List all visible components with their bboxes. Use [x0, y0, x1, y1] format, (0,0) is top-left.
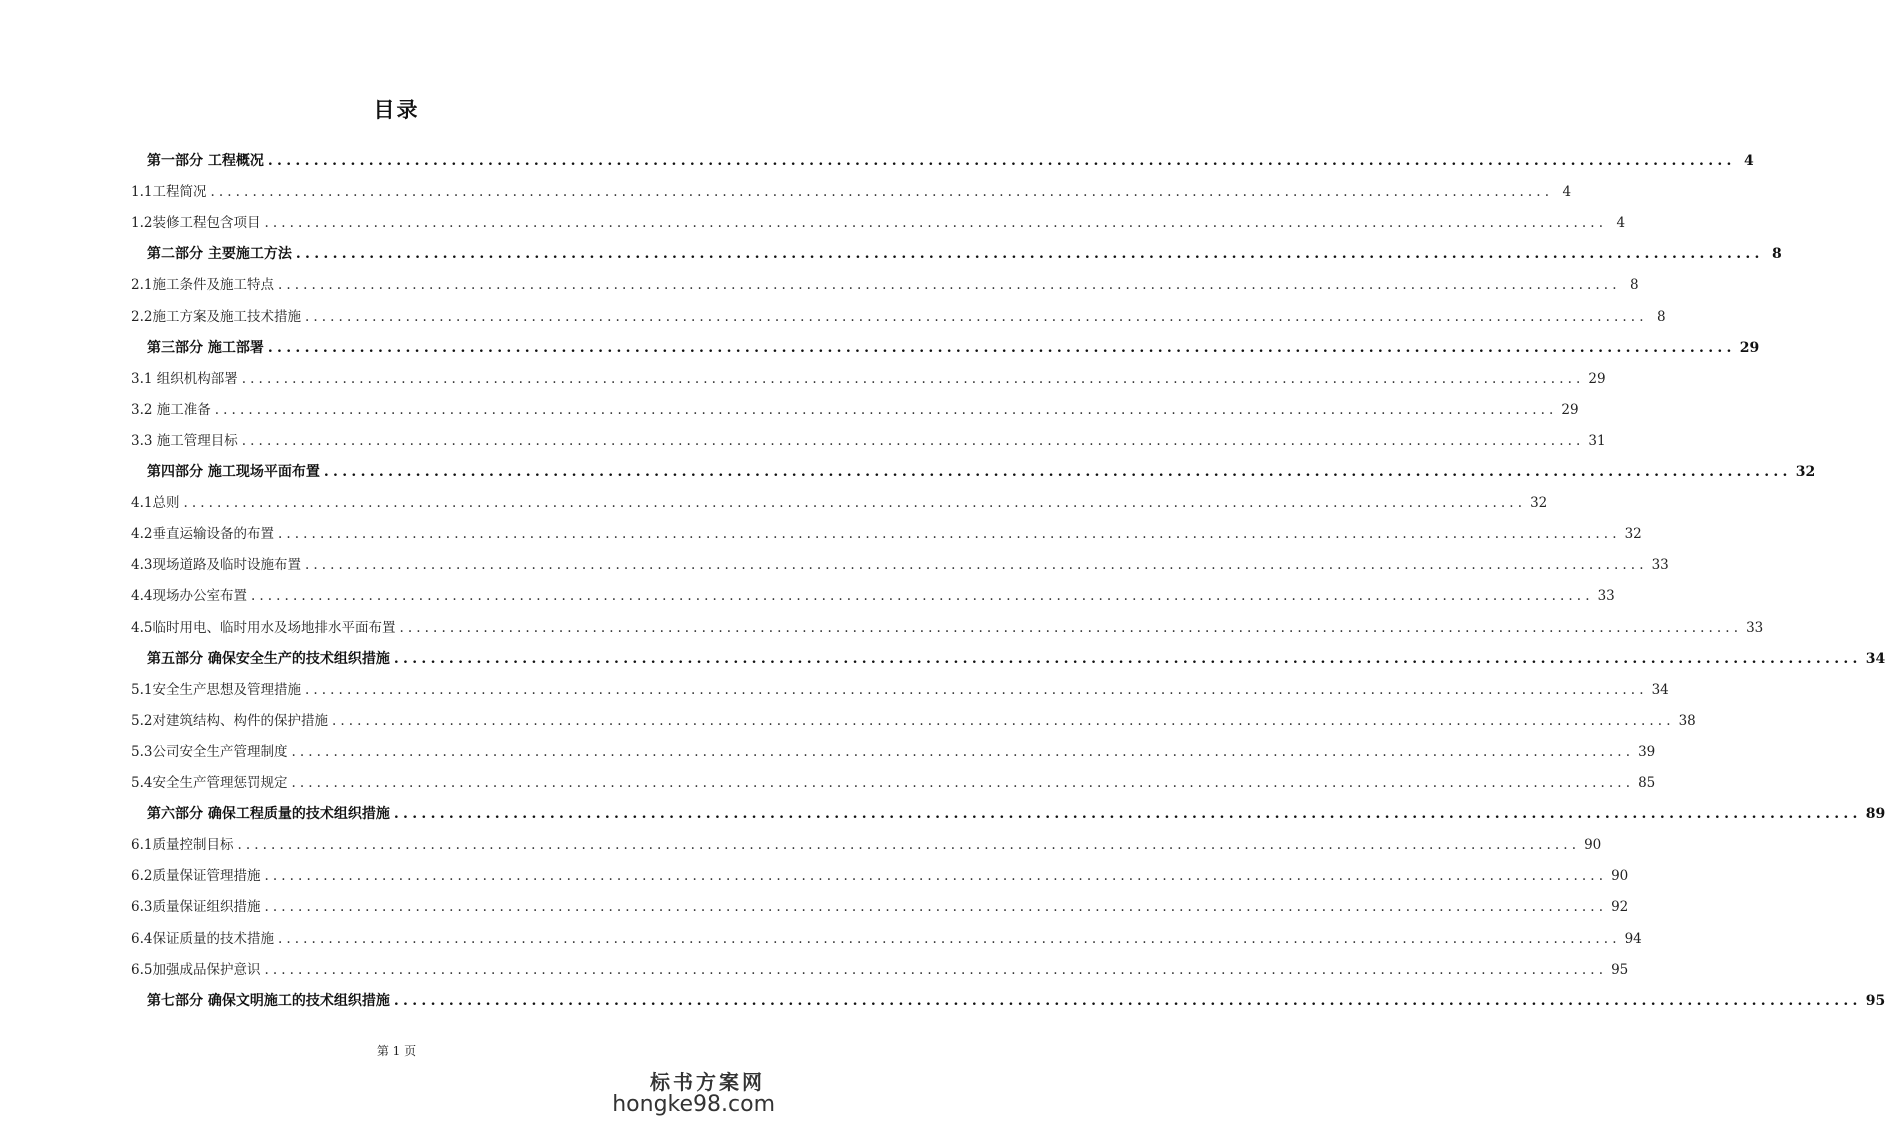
toc-section-entry[interactable]	[131, 865, 1629, 887]
toc-page-number: 90	[1584, 837, 1602, 854]
toc-page-number: 29	[1739, 339, 1760, 356]
toc-entry-label: 6.2质量保证管理措施	[131, 868, 261, 885]
toc-section-entry[interactable]	[131, 617, 1764, 639]
toc-page-number: 92	[1611, 899, 1629, 916]
toc-page-number: 32	[1795, 464, 1816, 480]
toc-leader-dots: ................................................................................................................................................................	[241, 432, 1585, 449]
toc-section-entry[interactable]	[131, 554, 1669, 576]
toc-entry-label: 4.3现场道路及临时设施布置	[131, 557, 301, 574]
toc-leader-dots: ................................................................................................................................................................	[264, 899, 1608, 916]
toc-entry-label: 第四部分 施工现场平面布置	[147, 464, 320, 480]
toc-leader-dots: ................................................................................................................................................................	[331, 712, 1675, 729]
toc-page-number: 89	[1865, 806, 1885, 823]
toc-section-entry[interactable]	[131, 492, 1548, 514]
toc-section-entry[interactable]	[131, 834, 1602, 856]
toc-part-entry[interactable]	[147, 150, 1754, 172]
toc-leader-dots: ................................................................................................................................................................	[323, 464, 1792, 480]
toc-leader-dots: ................................................................................................................................................................	[393, 992, 1862, 1009]
toc-section-entry[interactable]	[131, 772, 1656, 794]
toc-page-number: 85	[1638, 775, 1656, 791]
toc-page-number: 90	[1611, 868, 1629, 885]
toc-page-number: 32	[1624, 526, 1642, 543]
toc-leader-dots: ................................................................................................................................................................	[183, 495, 1527, 512]
toc-page-number: 8	[1771, 246, 1782, 263]
toc-part-entry[interactable]	[147, 990, 1885, 1012]
toc-section-entry[interactable]	[131, 368, 1606, 390]
toc-page-number: 29	[1588, 370, 1606, 387]
toc-leader-dots: ................................................................................................................................................................	[291, 743, 1635, 760]
toc-section-entry[interactable]	[131, 710, 1696, 732]
toc-section-entry[interactable]	[131, 959, 1629, 981]
toc-leader-dots: ................................................................................................................................................................	[295, 246, 1764, 263]
toc-section-entry[interactable]	[131, 679, 1669, 701]
toc-leader-dots: ................................................................................................................................................................	[277, 277, 1621, 294]
toc-entry-label: 第六部分 确保工程质量的技术组织措施	[147, 806, 390, 823]
toc-leader-dots: ................................................................................................................................................................	[264, 961, 1608, 978]
toc-entry-label: 4.5临时用电、临时用水及场地排水平面布置	[131, 619, 396, 636]
toc-entry-label: 第五部分 确保安全生产的技术组织措施	[147, 650, 390, 667]
toc-leader-dots: ................................................................................................................................................................	[264, 868, 1608, 885]
toc-entry-label: 6.4保证质量的技术措施	[131, 930, 274, 947]
toc-section-entry[interactable]	[131, 306, 1666, 328]
toc-section-entry[interactable]	[131, 181, 1572, 203]
toc-leader-dots: ................................................................................................................................................................	[277, 526, 1621, 543]
toc-page-number: 8	[1657, 308, 1666, 325]
toc-entry-label: 第一部分 工程概况	[147, 153, 264, 169]
toc-part-entry[interactable]	[147, 461, 1816, 483]
toc-leader-dots: ................................................................................................................................................................	[241, 370, 1585, 387]
toc-entry-label: 2.1施工条件及施工特点	[131, 277, 274, 294]
toc-leader-dots: ................................................................................................................................................................	[291, 775, 1635, 791]
toc-page-number: 34	[1651, 681, 1669, 698]
toc-entry-label: 5.3公司安全生产管理制度	[131, 743, 288, 760]
toc-entry-label: 第二部分 主要施工方法	[147, 246, 292, 263]
toc-entry-label: 5.4安全生产管理惩罚规定	[131, 775, 288, 791]
toc-page-number: 33	[1597, 588, 1615, 605]
toc-entry-label: 2.2施工方案及施工技术措施	[131, 308, 301, 325]
toc-leader-dots: ................................................................................................................................................................	[267, 339, 1736, 356]
toc-page-number: 33	[1746, 619, 1764, 636]
toc-page-number: 4	[1562, 184, 1572, 201]
toc-leader-dots: ................................................................................................................................................................	[277, 930, 1621, 947]
toc-entry-label: 第三部分 施工部署	[147, 339, 264, 356]
toc-entry-label: 3.2 施工准备	[131, 401, 211, 418]
toc-leader-dots: ................................................................................................................................................................	[210, 184, 1554, 201]
toc-leader-dots: ................................................................................................................................................................	[393, 806, 1862, 823]
toc-section-entry[interactable]	[131, 896, 1629, 918]
toc-part-entry[interactable]	[147, 803, 1885, 825]
toc-page-number: 8	[1630, 277, 1639, 294]
toc-page-number: 34	[1865, 650, 1885, 667]
toc-page-number: 31	[1588, 432, 1606, 449]
toc-page-number: 38	[1678, 712, 1696, 729]
toc-page-number: 39	[1638, 743, 1656, 760]
toc-entry-label: 4.4现场办公室布置	[131, 588, 247, 605]
toc-entry-label: 4.1总则	[131, 495, 180, 512]
toc-page-number: 95	[1611, 961, 1629, 978]
toc-page-number: 4	[1616, 215, 1626, 232]
toc-page-number: 33	[1651, 557, 1669, 574]
toc-entry-label: 6.1质量控制目标	[131, 837, 234, 854]
toc-section-entry[interactable]	[131, 274, 1639, 296]
toc-entry-label: 第七部分 确保文明施工的技术组织措施	[147, 992, 390, 1009]
toc-part-entry[interactable]	[147, 337, 1760, 359]
page-title: 目录	[373, 98, 420, 122]
toc-section-entry[interactable]	[131, 741, 1656, 763]
toc-entry-label: 4.2垂直运输设备的布置	[131, 526, 274, 543]
toc-leader-dots: ................................................................................................................................................................	[214, 401, 1558, 418]
toc-section-entry[interactable]	[131, 430, 1606, 452]
toc-entry-label: 3.3 施工管理目标	[131, 432, 238, 449]
toc-entry-label: 3.1 组织机构部署	[131, 370, 238, 387]
toc-leader-dots: ................................................................................................................................................................	[267, 153, 1736, 169]
toc-page-number: 32	[1530, 495, 1548, 512]
toc-leader-dots: ................................................................................................................................................................	[393, 650, 1862, 667]
toc-section-entry[interactable]	[131, 928, 1642, 950]
toc-section-entry[interactable]	[131, 212, 1626, 234]
toc-part-entry[interactable]	[147, 648, 1885, 670]
toc-part-entry[interactable]	[147, 243, 1782, 265]
toc-leader-dots: ................................................................................................................................................................	[250, 588, 1594, 605]
toc-page-number: 29	[1561, 401, 1579, 418]
toc-leader-dots: ................................................................................................................................................................	[237, 837, 1581, 854]
toc-section-entry[interactable]	[131, 585, 1615, 607]
toc-entry-label: 5.1安全生产思想及管理措施	[131, 681, 301, 698]
watermark-url: hongke98.com	[612, 1092, 775, 1117]
toc-entry-label: 1.1工程简况	[131, 184, 207, 201]
page-footer: 第 1 页	[376, 1044, 417, 1058]
toc-entry-label: 1.2装修工程包含项目	[131, 215, 261, 232]
toc-leader-dots: ................................................................................................................................................................	[304, 308, 1648, 325]
toc-leader-dots: ................................................................................................................................................................	[399, 619, 1743, 636]
toc-page-number: 4	[1743, 153, 1754, 169]
toc-entry-label: 6.3质量保证组织措施	[131, 899, 261, 916]
toc-leader-dots: ................................................................................................................................................................	[304, 557, 1648, 574]
watermark-title: 标书方案网	[650, 1070, 765, 1094]
toc-entry-label: 5.2对建筑结构、构件的保护措施	[131, 712, 328, 729]
toc-page-number: 94	[1624, 930, 1642, 947]
toc-section-entry[interactable]	[131, 523, 1642, 545]
toc-entry-label: 6.5加强成品保护意识	[131, 961, 261, 978]
toc-leader-dots: ................................................................................................................................................................	[264, 215, 1608, 232]
toc-section-entry[interactable]	[131, 399, 1579, 421]
toc-page-number: 95	[1865, 992, 1885, 1009]
toc-leader-dots: ................................................................................................................................................................	[304, 681, 1648, 698]
